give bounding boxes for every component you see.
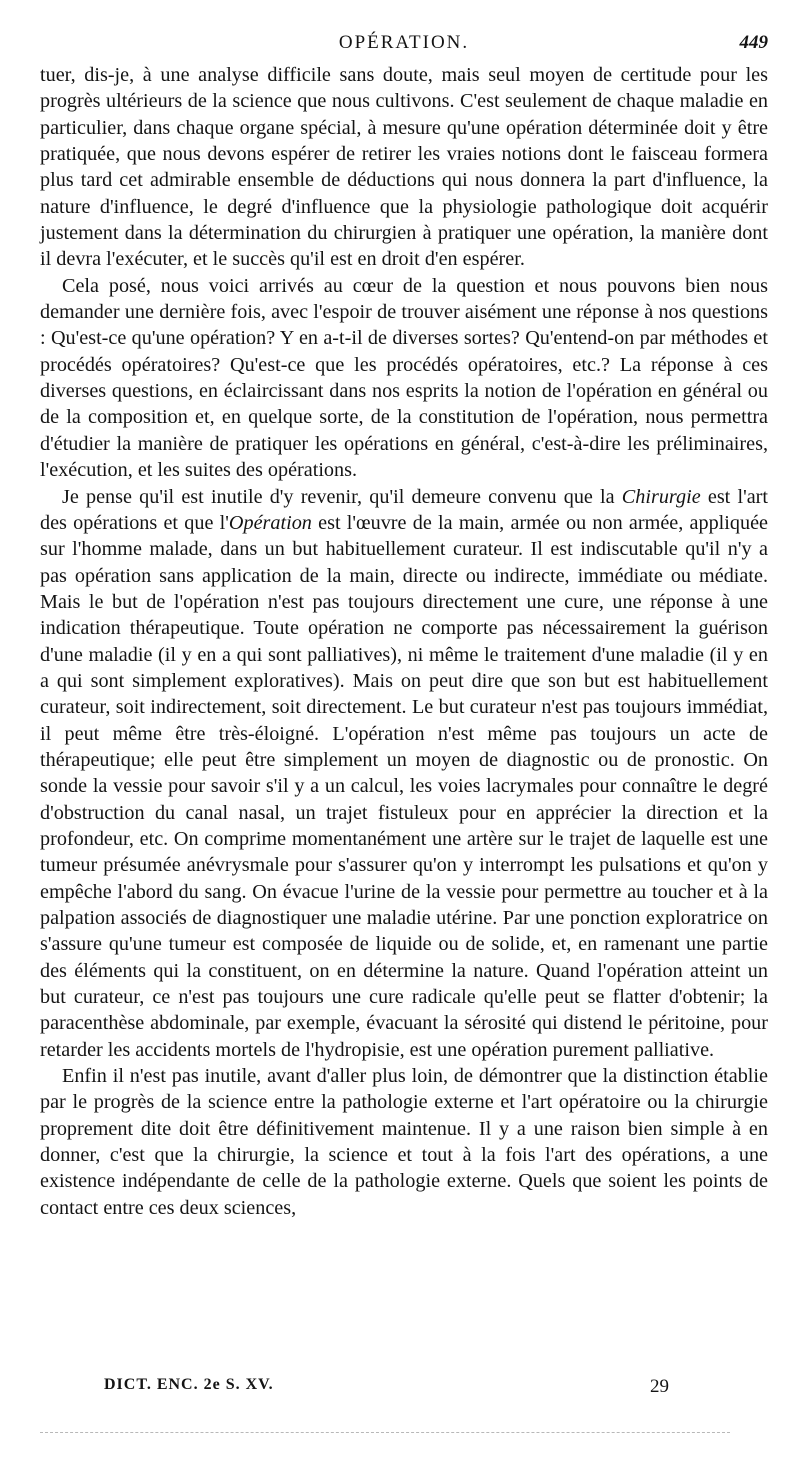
- paragraph-question: Cela posé, nous voici arrivés au cœur de la question et nous pouvons bien nous demander une dernière fois, avec l'espoir de trouver aisément une réponse à nos questions : Qu'est-ce qu'une opération? Y en a-t-il de diverses sortes? Qu'entend-on par méthodes et procédés opératoires? Qu'est-ce que les procédés opératoires, etc.? La réponse à ces diverses questions, en éclaircissant dans nos esprits la notion de l'opération en général ou de la composition et, en quelque sorte, de la constitution de l'opération, nous permettra d'étudier la manière de pratiquer les opérations en général, c'est-à-dire les préliminaires, l'exécution, et les suites des opérations.: [40, 274, 768, 482]
- printer-signature: DICT. ENC. 2e S. XV.: [104, 1376, 274, 1393]
- paragraph-text: est l'œuvre de la main, armée ou non armée, appliquée sur l'homme malade, dans un but habituellement curateur. Il est indiscutable qu'il n'y a pas opération sans application de la main, directe ou indirecte, immédiate ou médiate. Mais le but de l'opération n'est pas toujours directement une cure, une réponse à une indication thérapeutique. Toute opération ne comporte pas nécessairement la guérison d'une maladie (il y en a qui sont palliatives), ni même le traitement d'une maladie (il y en a qui sont simplement exploratives). Mais on peut dire que son but est habituellement curateur, soit indirectement, soit directement. Le but curateur n'est pas toujours immédiat, il peut même être très-éloigné. L'opération n'est même pas toujours un acte de thérapeutique; elle peut être simplement un moyen de diagnostic ou de pronostic. On sonde la vessie pour savoir s'il y a un calcul, les voies lacrymales pour connaître le degré d'obstruction du canal nasal, un trajet fistuleux pour en apprécier la direction et la profondeur, etc. On comprime momentanément une artère sur le trajet de laquelle est une tumeur présumée anévrysmale pour s'assurer qu'on y interrompt les pulsations et qu'on y empêche l'abord du sang. On évacue l'urine de la vessie pour permettre au toucher et à la palpation associés de diagnostiquer une maladie utérine. Par une ponction exploratrice on s'assure qu'une tumeur est composée de liquide ou de solide, et, en ramenant une partie des éléments qui la constituent, on en détermine la nature. Quand l'opération atteint un but curateur, ce n'est pas toujours une cure radicale qu'elle peut se flatter d'obtenir; la paracenthèse abdominale, par exemple, évacuant la sérosité qui distend le péritoine, pour retarder les accidents mortels de l'hydropisie, est une opération purement palliative.: [40, 511, 768, 1061]
- page-number: 449: [739, 32, 768, 53]
- bottom-bleed-line: [40, 1432, 730, 1433]
- paragraph-text: est l'art des opérations et que l': [40, 485, 768, 534]
- page-footer: [40, 1372, 768, 1402]
- paragraph-distinction: Enfin il n'est pas inutile, avant d'aller plus loin, de démontrer que la distinction établie par le progrès de la science entre la pathologie externe et l'art opératoire ou la chirurgie proprement dite doit être définitivement maintenue. Il y a une raison bien simple à en donner, c'est que la chirurgie, la science et tout à la fois l'art des opérations, a une existence indépendante de celle de la pathologie externe. Quels que soient les points de contact entre ces deux sciences,: [40, 1065, 768, 1219]
- page-header: [40, 28, 768, 60]
- paragraph-definition: [40, 484, 768, 1064]
- body-text: [40, 62, 768, 1221]
- term-chirurgie: Chirurgie: [621, 485, 701, 508]
- paragraph-continuation: tuer, dis-je, à une analyse difficile sans doute, mais seul moyen de certitude pour les progrès ultérieurs de la science que nous cultivons. C'est seulement de chaque maladie en particulier, dans chaque organe spécial, à mesure qu'une opération déterminée doit y être pratiquée, que nous devons espérer de retirer les vraies notions dont le faisceau formera plus tard cet admirable ensemble de déductions qui nous donnera la part d'influence, la nature d'influence, le degré d'influence que la physiologie pathologique doit acquérir justement dans la détermination du chirurgien à pratiquer une opération, la manière dont il devra l'exécuter, et le succès qu'il est en droit d'en espérer.: [40, 64, 768, 271]
- term-operation: Opération: [228, 511, 312, 534]
- signature-number: 29: [650, 1376, 669, 1397]
- paragraph-text: Je pense qu'il est inutile d'y revenir, qu'il demeure convenu que la: [62, 485, 622, 508]
- running-title: OPÉRATION.: [338, 32, 470, 53]
